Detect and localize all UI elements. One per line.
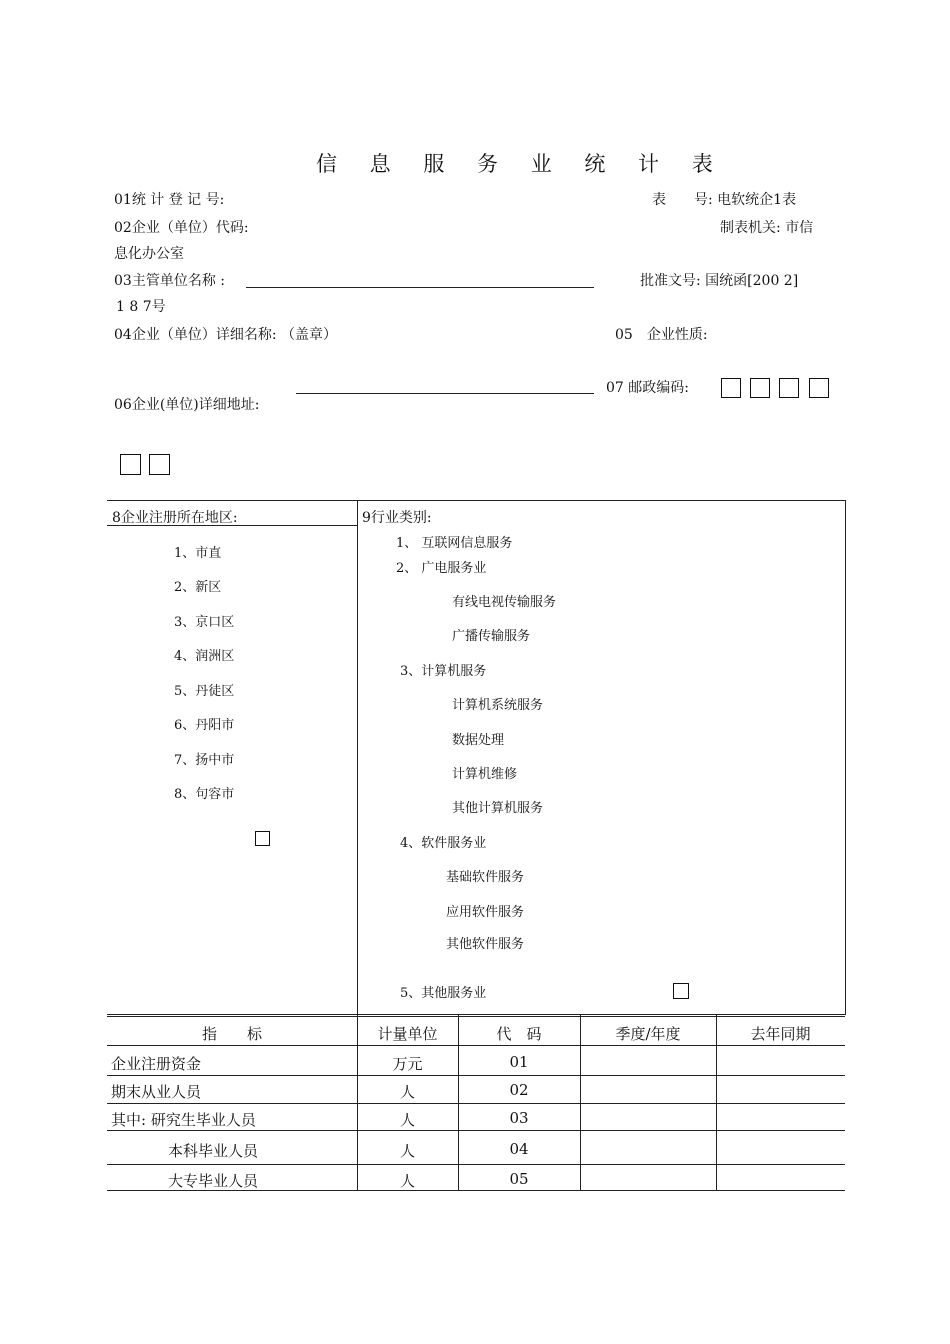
supervisor-label: 03主管单位名称 :: [114, 273, 225, 289]
industry-subcategory[interactable]: 计算机维修: [452, 767, 518, 782]
column-header-indicator: 指 标: [201, 1025, 262, 1043]
postcode-box[interactable]: [809, 378, 829, 398]
page-title: 信 息 服 务 业 统 计 表: [316, 152, 726, 176]
row-unit: 万元: [392, 1055, 423, 1073]
industry-category[interactable]: 1、 互联网信息服务: [396, 536, 513, 551]
industry-subcategory[interactable]: 广播传输服务: [452, 629, 531, 644]
period-value-cell[interactable]: [581, 1076, 715, 1102]
industry-subcategory[interactable]: 计算机系统服务: [452, 698, 544, 713]
region-option[interactable]: 1、市直: [174, 546, 222, 561]
industry-subcategory[interactable]: 有线电视传输服务: [452, 595, 557, 610]
registration-number-label: 01统 计 登 记 号:: [114, 192, 225, 208]
row-unit: 人: [399, 1083, 415, 1101]
enterprise-nature-label: 05 企业性质:: [615, 327, 708, 343]
region-option[interactable]: 8、句容市: [174, 787, 235, 802]
industry-category[interactable]: 5、其他服务业: [400, 986, 487, 1001]
region-checkbox[interactable]: [255, 831, 270, 846]
industry-heading: 9行业类别:: [362, 510, 432, 526]
region-option[interactable]: 7、扬中市: [174, 753, 235, 768]
last-year-value-cell[interactable]: [717, 1076, 844, 1102]
postcode-box[interactable]: [120, 454, 141, 475]
postcode-box[interactable]: [149, 454, 170, 475]
industry-subcategory[interactable]: 数据处理: [452, 733, 505, 748]
postcode-label: 07 邮政编码:: [606, 380, 689, 396]
row-code: 03: [509, 1109, 529, 1127]
column-header-last-year: 去年同期: [750, 1025, 811, 1043]
row-code: 04: [509, 1140, 529, 1158]
row-indicator: 其中: 研究生毕业人员: [111, 1111, 256, 1129]
column-header-period: 季度/年度: [615, 1025, 681, 1043]
industry-category[interactable]: 3、计算机服务: [400, 664, 487, 679]
industry-subcategory[interactable]: 其他计算机服务: [452, 801, 544, 816]
approval-line1: 批准文号: 国统函[200 2]: [640, 273, 799, 289]
row-code: 01: [509, 1053, 529, 1071]
row-indicator: 大专毕业人员: [168, 1172, 259, 1190]
period-value-cell[interactable]: [581, 1046, 715, 1074]
column-header-unit: 计量单位: [377, 1025, 438, 1043]
issuer-line2: 息化办公室: [114, 246, 184, 262]
row-indicator: 期末从业人员: [111, 1083, 202, 1101]
industry-subcategory[interactable]: 应用软件服务: [446, 905, 525, 920]
address-label: 06企业(单位)详细地址:: [114, 397, 260, 413]
region-option[interactable]: 4、润洲区: [174, 649, 235, 664]
region-heading: 8企业注册所在地区:: [112, 510, 238, 526]
row-unit: 人: [399, 1172, 415, 1190]
region-option[interactable]: 5、丹徒区: [174, 684, 235, 699]
period-value-cell[interactable]: [581, 1165, 715, 1189]
row-unit: 人: [399, 1111, 415, 1129]
postcode-box[interactable]: [721, 378, 741, 398]
row-code: 05: [509, 1170, 529, 1188]
industry-category[interactable]: 4、软件服务业: [400, 836, 487, 851]
region-option[interactable]: 2、新区: [174, 580, 222, 595]
detail-name-label: 04企业（单位）详细名称: （盖章）: [114, 327, 337, 343]
region-option[interactable]: 3、京口区: [174, 615, 235, 630]
row-code: 02: [509, 1081, 529, 1099]
period-value-cell[interactable]: [581, 1104, 715, 1129]
form-number: 表 号: 电软统企1表: [652, 192, 797, 208]
industry-subcategory[interactable]: 基础软件服务: [446, 870, 525, 885]
postcode-box[interactable]: [750, 378, 770, 398]
industry-category[interactable]: 2、 广电服务业: [396, 561, 487, 576]
approval-line2: 1 8 7号: [116, 299, 166, 315]
last-year-value-cell[interactable]: [717, 1046, 844, 1074]
issuer-line1: 制表机关: 市信: [720, 220, 814, 236]
postcode-box[interactable]: [779, 378, 799, 398]
industry-checkbox[interactable]: [673, 983, 689, 999]
row-unit: 人: [399, 1142, 415, 1160]
last-year-value-cell[interactable]: [717, 1165, 844, 1189]
org-code-label: 02企业（单位）代码:: [114, 220, 249, 236]
region-option[interactable]: 6、丹阳市: [174, 718, 235, 733]
last-year-value-cell[interactable]: [717, 1131, 844, 1163]
address-underline[interactable]: [296, 393, 594, 394]
column-header-code: 代 码: [496, 1025, 542, 1043]
industry-subcategory[interactable]: 其他软件服务: [446, 937, 525, 952]
row-indicator: 企业注册资金: [111, 1055, 202, 1073]
period-value-cell[interactable]: [581, 1131, 715, 1163]
row-indicator: 本科毕业人员: [168, 1142, 259, 1160]
supervisor-underline[interactable]: [246, 287, 594, 288]
last-year-value-cell[interactable]: [717, 1104, 844, 1129]
